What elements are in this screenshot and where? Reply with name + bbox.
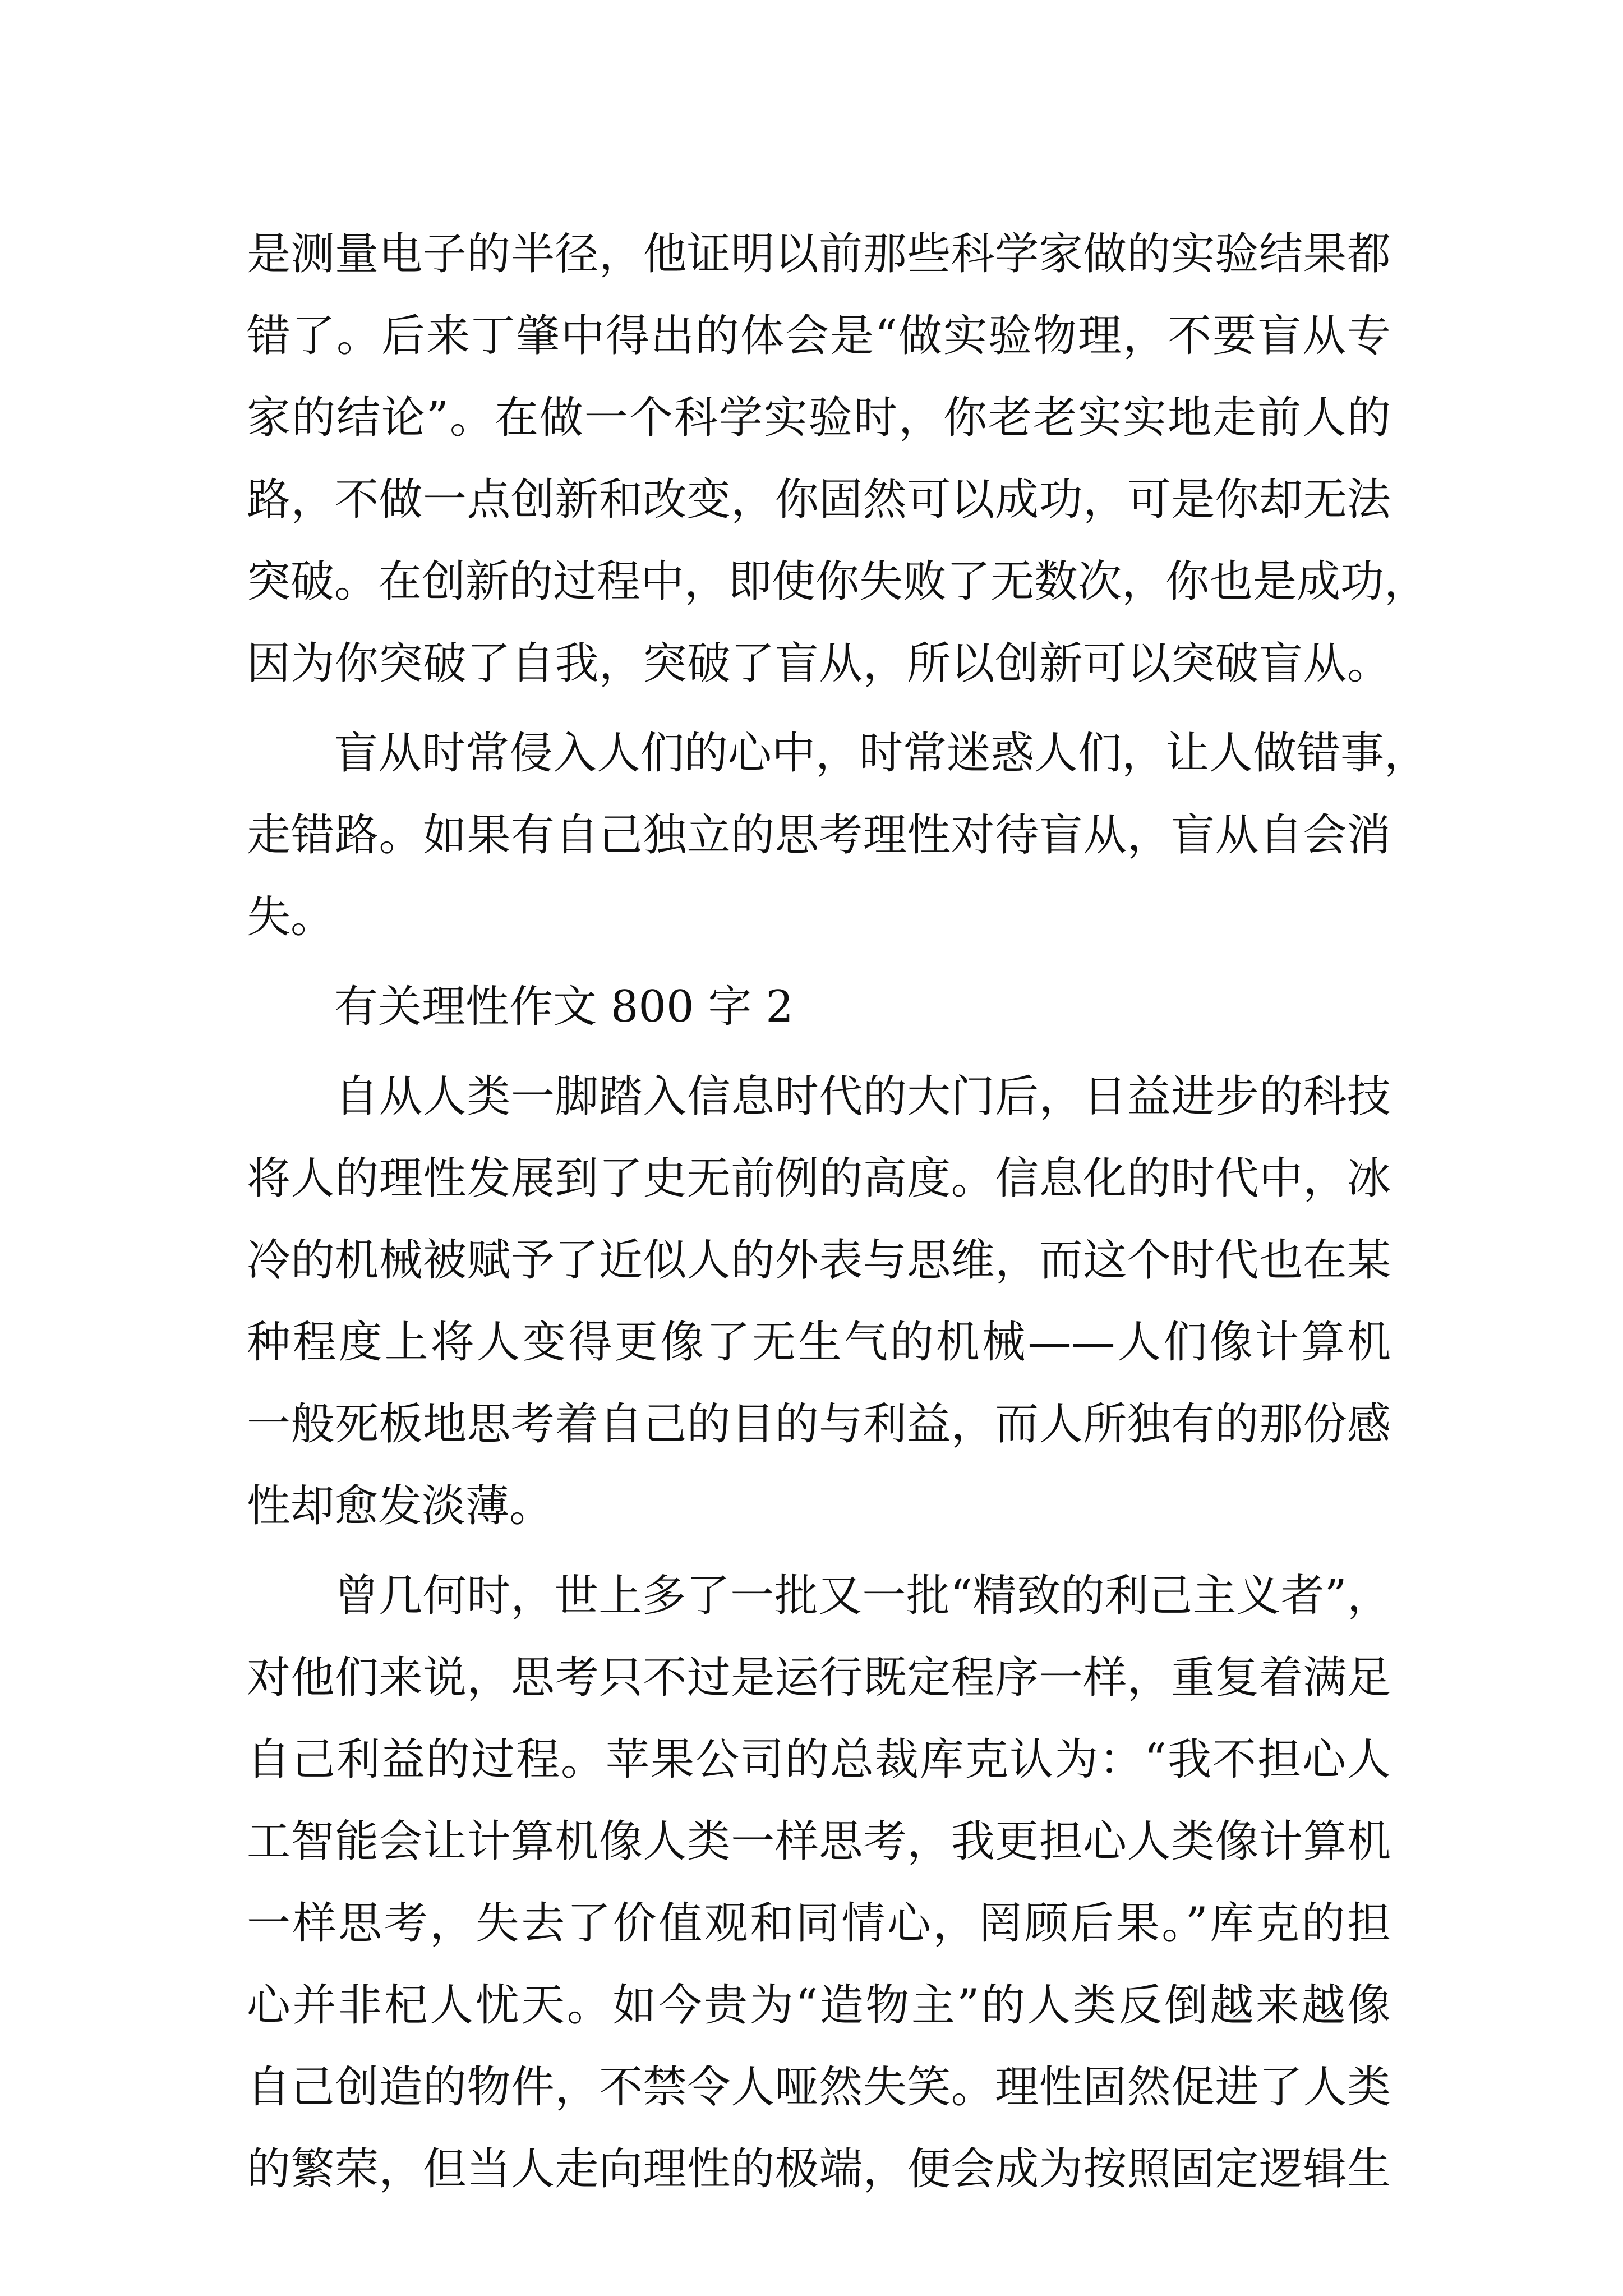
text-line: 自己利益的过程。苹果公司的总裁库克认为：“我不担心人 [247, 1734, 1391, 1785]
text-line: 工智能会让计算机像人类一样思考，我更担心人类像计算机 [247, 1816, 1391, 1867]
text-line: 走错路。如果有自己独立的思考理性对待盲从，盲从自会消 [247, 810, 1391, 861]
text-line: 失。 [247, 892, 335, 942]
text-line: 冷的机械被赋予了近似人的外表与思维，而这个时代也在某 [247, 1235, 1391, 1286]
heading-line: 有关理性作文 800 字 2 [247, 982, 794, 1032]
paragraph [247, 1555, 1391, 2210]
text-line: 错了。后来丁肇中得出的体会是“做实验物理，不要盲从专 [247, 311, 1391, 361]
text-line: 路，不做一点创新和改变，你固然可以成功，可是你却无法 [247, 475, 1391, 525]
text-line: 一样思考，失去了价值观和同情心，罔顾后果。”库克的担 [247, 1898, 1391, 1949]
section-heading [247, 966, 1391, 1048]
text-line: 曾几何时，世上多了一批又一批“精致的利己主义者”， [247, 1571, 1391, 1621]
text-line: 是测量电子的半径，他证明以前那些科学家做的实验结果都 [247, 229, 1391, 279]
text-line: 性却愈发淡薄。 [247, 1481, 554, 1531]
text-line: 对他们来说，思考只不过是运行既定程序一样，重复着满足 [247, 1653, 1391, 1703]
text-line: 因为你突破了自我，突破了盲从，所以创新可以突破盲从。 [247, 638, 1391, 689]
text-line: 自从人类一脚踏入信息时代的大门后，日益进步的科技 [247, 1071, 1391, 1122]
text-line: 突破。在创新的过程中，即使你失败了无数次，你也是成功， [247, 556, 1428, 607]
document-body [247, 213, 1428, 2210]
paragraph [247, 213, 1428, 705]
text-line: 自己创造的物件，不禁令人哑然失笑。理性固然促进了人类 [247, 2062, 1391, 2113]
text-line: 一般死板地思考着自己的目的与利益，而人所独有的那份感 [247, 1399, 1391, 1450]
text-line: 盲从时常侵入人们的心中，时常迷惑人们，让人做错事， [247, 728, 1428, 779]
text-line: 心并非杞人忧天。如今贵为“造物主”的人类反倒越来越像 [247, 1980, 1391, 2031]
paragraph [247, 712, 1428, 958]
text-line: 家的结论”。在做一个科学实验时，你老老实实地走前人的 [247, 393, 1391, 443]
text-line: 的繁荣，但当人走向理性的极端，便会成为按照固定逻辑生 [247, 2144, 1391, 2194]
paragraph [247, 1056, 1391, 1547]
text-line: 种程度上将人变得更像了无生气的机械——人们像计算机 [247, 1317, 1391, 1368]
text-line: 将人的理性发展到了史无前例的高度。信息化的时代中，冰 [247, 1153, 1391, 1204]
